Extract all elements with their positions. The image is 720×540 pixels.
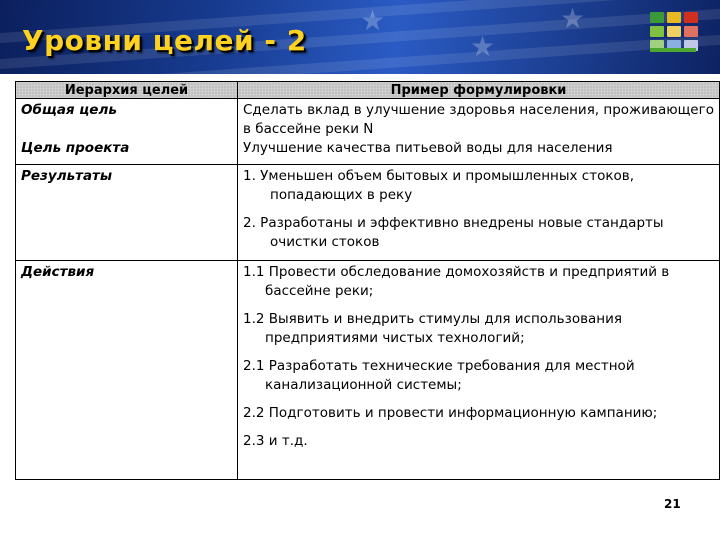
- results-text-cell: [238, 165, 720, 261]
- spacer: [21, 120, 234, 139]
- goals-label-cell: [16, 99, 238, 165]
- general-goal-label: Общая цель: [21, 102, 117, 118]
- action-item: 2.2 Подготовить и провести информационную кампанию;: [243, 405, 658, 421]
- action-item: 1.2 Выявить и внедрить стимулы для использования предприятиями чистых технологий;: [243, 311, 623, 346]
- project-goal-label: Цель проекта: [21, 140, 130, 156]
- star-icon: ★: [360, 4, 386, 37]
- table-header-row: [16, 82, 720, 99]
- project-goal-text: Улучшение качества питьевой воды для населения: [243, 140, 613, 156]
- table-row-goals: [16, 99, 720, 165]
- actions-text-cell: [238, 261, 720, 480]
- colored-squares-logo-icon: [650, 12, 702, 52]
- results-label-cell: [16, 165, 238, 261]
- action-item: 2.1 Разработать технические требования для местной канализационной системы;: [243, 358, 635, 393]
- actions-label: Действия: [21, 264, 95, 280]
- table-row-results: [16, 165, 720, 261]
- actions-label-cell: [16, 261, 238, 480]
- logo-bar: [650, 48, 696, 52]
- header-banner: [0, 0, 720, 74]
- result-item: 2. Разработаны и эффективно внедрены новые стандарты очистки стоков: [243, 215, 664, 250]
- goals-table: [15, 81, 720, 480]
- slide-title: Уровни целей - 2: [22, 24, 307, 57]
- general-goal-text: Сделать вклад в улучшение здоровья населения, проживающего в бассейне реки N: [243, 102, 714, 137]
- results-label: Результаты: [21, 168, 113, 184]
- column-header-example: Пример формулировки: [238, 82, 720, 99]
- action-item: 1.1 Провести обследование домохозяйств и предприятий в бассейне реки;: [243, 264, 670, 299]
- table-row-actions: [16, 261, 720, 480]
- action-item: 2.3 и т.д.: [243, 433, 308, 449]
- result-item: 1. Уменьшен объем бытовых и промышленных стоков, попадающих в реку: [243, 168, 635, 203]
- page-number: 21: [664, 497, 681, 511]
- column-header-hierarchy: Иерархия целей: [16, 82, 238, 99]
- goals-text-cell: [238, 99, 720, 165]
- star-icon: ★: [560, 2, 586, 35]
- star-icon: ★: [470, 30, 496, 63]
